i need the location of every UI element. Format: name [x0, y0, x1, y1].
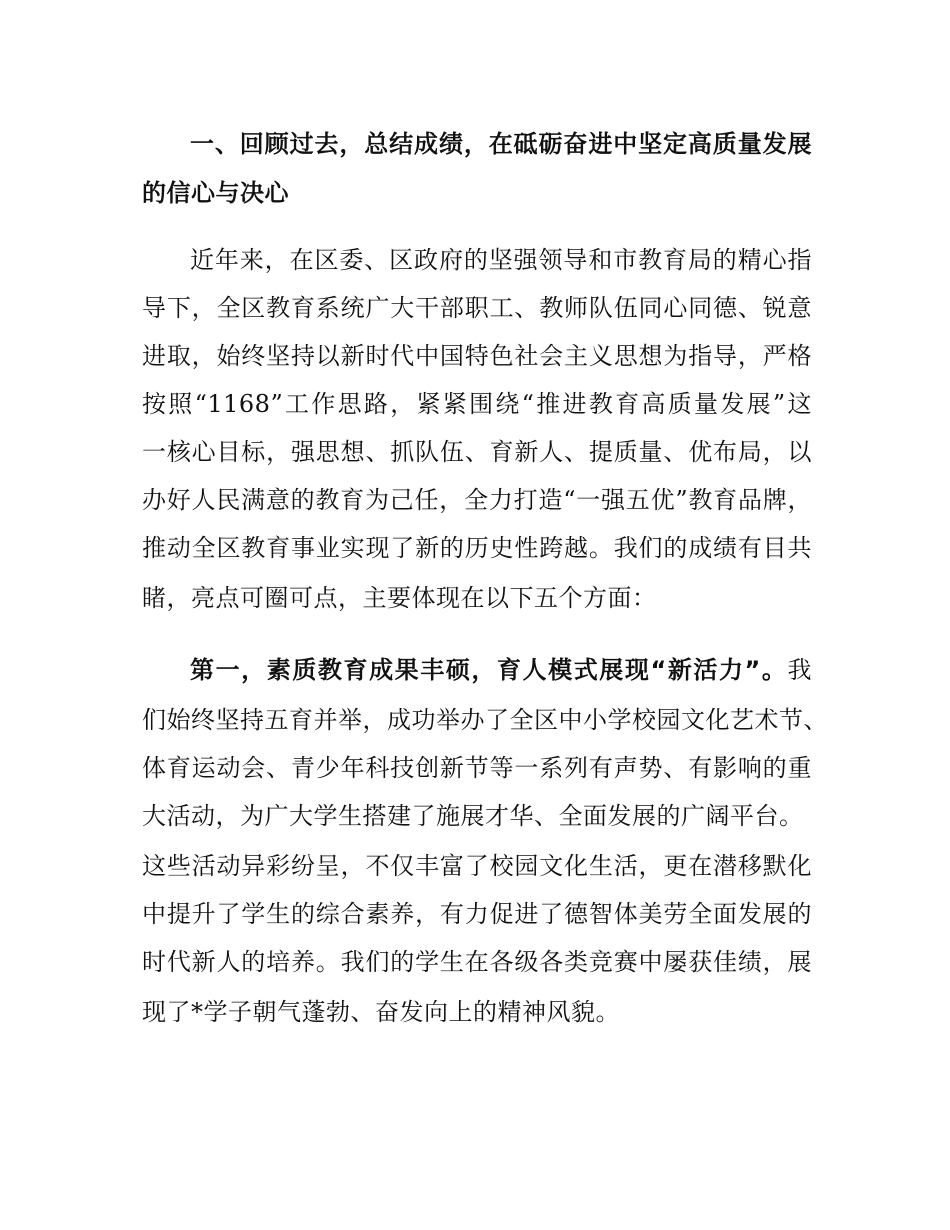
paragraph-1-line-6: 办好人民满意的教育为己任，全力打造“一强五优”教育品牌，	[142, 486, 812, 514]
paragraph-2-lead-bold: 第一，素质教育成果丰硕，育人模式展现“新活力”。	[190, 656, 788, 684]
paragraph-1-line-1: 近年来，在区委、区政府的坚强领导和市教育局的精心指	[190, 246, 812, 274]
paragraph-2-line-8: 现了*学子朝气蓬勃、奋发向上的精神风貌。	[142, 998, 620, 1026]
paragraph-1-line-2: 导下，全区教育系统广大干部职工、教师队伍同心同德、锐意	[142, 294, 812, 322]
section-heading-line-1: 一、回顾过去，总结成绩，在砥砺奋进中坚定高质量发展	[190, 130, 812, 158]
paragraph-1-line-7: 推动全区教育事业实现了新的历史性跨越。我们的成绩有目共	[142, 534, 812, 562]
paragraph-2-line-5: 这些活动异彩纷呈，不仅丰富了校园文化生活，更在潜移默化	[142, 852, 812, 880]
paragraph-1-line-5: 一核心目标，强思想、抓队伍、育新人、提质量、优布局，以	[142, 438, 812, 466]
paragraph-1-line-8: 睹，亮点可圈可点，主要体现在以下五个方面：	[142, 584, 657, 612]
section-heading-line-2: 的信心与决心	[142, 179, 289, 207]
paragraph-2-line-7: 时代新人的培养。我们的学生在各级各类竞赛中屡获佳绩，展	[142, 948, 812, 976]
paragraph-2-line-4: 大活动，为广大学生搭建了施展才华、全面发展的广阔平台。	[142, 802, 804, 830]
paragraph-2-line-6: 中提升了学生的综合素养，有力促进了德智体美劳全面发展的	[142, 900, 812, 928]
paragraph-1-line-4: 按照“1168”工作思路，紧紧围绕“推进教育高质量发展”这	[142, 390, 812, 418]
paragraph-2-lead-rest: 我	[787, 656, 812, 684]
paragraph-2-line-1	[190, 650, 812, 690]
paragraph-1-line-3: 进取，始终坚持以新时代中国特色社会主义思想为指导，严格	[142, 342, 812, 370]
paragraph-2-line-2: 们始终坚持五育并举，成功举办了全区中小学校园文化艺术节、	[142, 706, 828, 734]
paragraph-2-line-3: 体育运动会、青少年科技创新节等一系列有声势、有影响的重	[142, 754, 812, 782]
